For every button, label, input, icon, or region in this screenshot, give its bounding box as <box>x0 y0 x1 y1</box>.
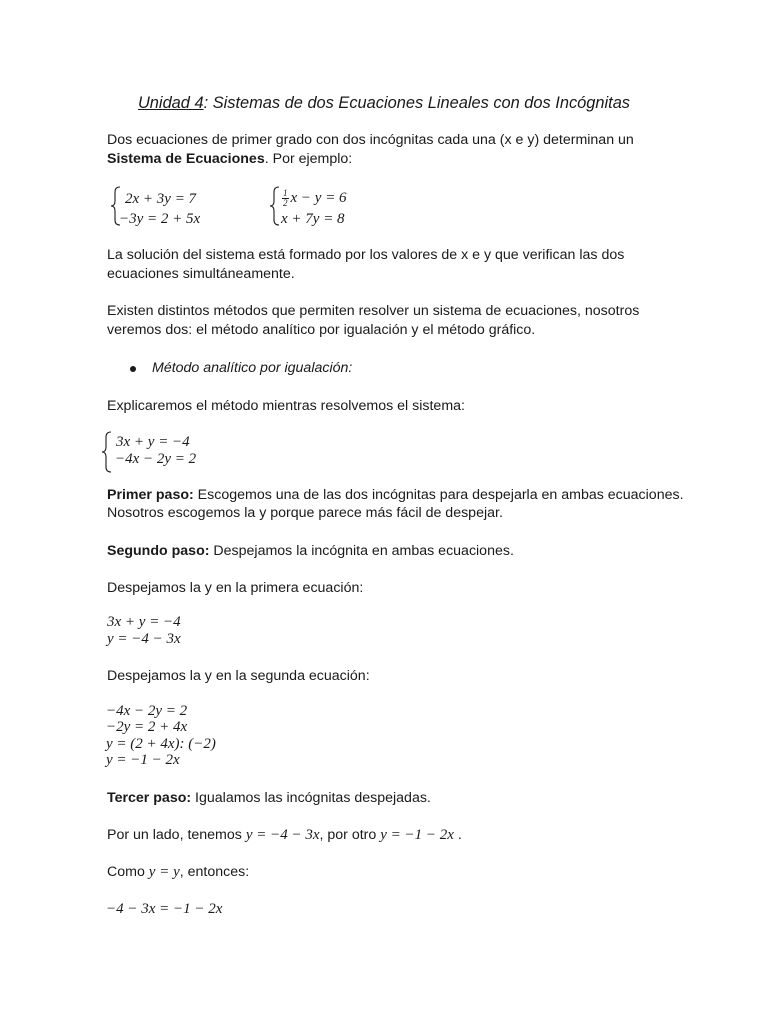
como-text-2: , entonces: <box>179 864 250 880</box>
intro-after-bold: . Por ejemplo: <box>264 151 353 167</box>
step1-line-1 <box>107 486 684 505</box>
intro-line-1: Dos ecuaciones de primer grado con dos incógnitas cada una (x e y) determinan un <box>107 132 634 148</box>
example1-eq2: −3y = 2 + 5x <box>119 211 201 227</box>
step2-text: Despejamos la incógnita en ambas ecuaciones. <box>209 543 514 559</box>
como-line <box>107 863 249 882</box>
left-brace-icon <box>269 186 281 226</box>
por-un-lado-line <box>107 826 462 845</box>
bullet-dot-icon <box>130 366 136 372</box>
fraction-one-half: $\frac{1}{2}$ <box>283 188 288 208</box>
second-eq-intro: Despejamos la y en la segunda ecuación: <box>107 668 370 684</box>
second-eq-line-3: y = (2 + 4x): (−2) <box>106 736 216 752</box>
step2-line <box>107 542 514 561</box>
title-rest: : Sistemas de dos Ecuaciones Lineales con dos Incógnitas <box>203 94 631 112</box>
por-un-lado-math-2: y = −1 − 2x <box>380 827 454 843</box>
first-eq-line-2: y = −4 − 3x <box>107 631 181 647</box>
example2-eq1 <box>282 189 347 208</box>
methods-line-1: Existen distintos métodos que permiten resolver un sistema de ecuaciones, nosotros <box>107 303 640 319</box>
second-eq-line-2: −2y = 2 + 4x <box>106 719 188 735</box>
first-eq-line-1: 3x + y = −4 <box>107 614 181 630</box>
intro-bold-term: Sistema de Ecuaciones <box>107 151 265 167</box>
solution-line-1: La solución del sistema está formado por los valores de x e y que verifican las dos <box>107 247 625 263</box>
second-eq-line-4: y = −1 − 2x <box>106 752 180 768</box>
por-un-lado-text-2: , por otro <box>319 827 381 843</box>
system-eq1: 3x + y = −4 <box>116 434 190 450</box>
por-un-lado-text-1: Por un lado, tenemos <box>107 827 246 843</box>
example1-eq1: 2x + 3y = 7 <box>125 191 197 207</box>
step3-label: Tercer paso: <box>107 790 192 806</box>
step1-line-2: Nosotros escogemos la y porque parece más fácil de despejar. <box>107 505 503 521</box>
methods-line-2: veremos dos: el método analítico por igualación y el método gráfico. <box>107 322 536 338</box>
por-un-lado-math-1: y = −4 − 3x <box>245 827 320 843</box>
como-math: y = y <box>148 864 180 880</box>
por-un-lado-text-3: . <box>453 827 462 843</box>
final-equation: −4 − 3x = −1 − 2x <box>106 901 223 917</box>
step1-label: Primer paso: <box>107 487 194 503</box>
step3-text: Igualamos las incógnitas despejadas. <box>191 790 431 806</box>
intro-line-2 <box>107 150 352 169</box>
como-text-1: Como <box>107 864 149 880</box>
left-brace-icon <box>101 431 113 473</box>
unit-label: Unidad 4 <box>137 94 204 112</box>
first-eq-intro: Despejamos la y en la primera ecuación: <box>107 580 364 596</box>
bullet-method: Método analítico por igualación: <box>152 360 353 376</box>
step1-text: Escogemos una de las dos incógnitas para despejarla en ambas ecuaciones. <box>193 487 684 503</box>
solution-line-2: ecuaciones simultáneamente. <box>107 266 295 282</box>
step2-label: Segundo paso: <box>107 543 210 559</box>
example2-eq1-rest: x − y = 6 <box>290 189 347 206</box>
system-eq2: −4x − 2y = 2 <box>115 451 197 467</box>
step3-line <box>107 789 431 808</box>
example2-eq2: x + 7y = 8 <box>281 211 345 227</box>
second-eq-line-1: −4x − 2y = 2 <box>106 703 188 719</box>
page-title <box>0 93 768 114</box>
explain-line: Explicaremos el método mientras resolvemos el sistema: <box>107 398 465 414</box>
